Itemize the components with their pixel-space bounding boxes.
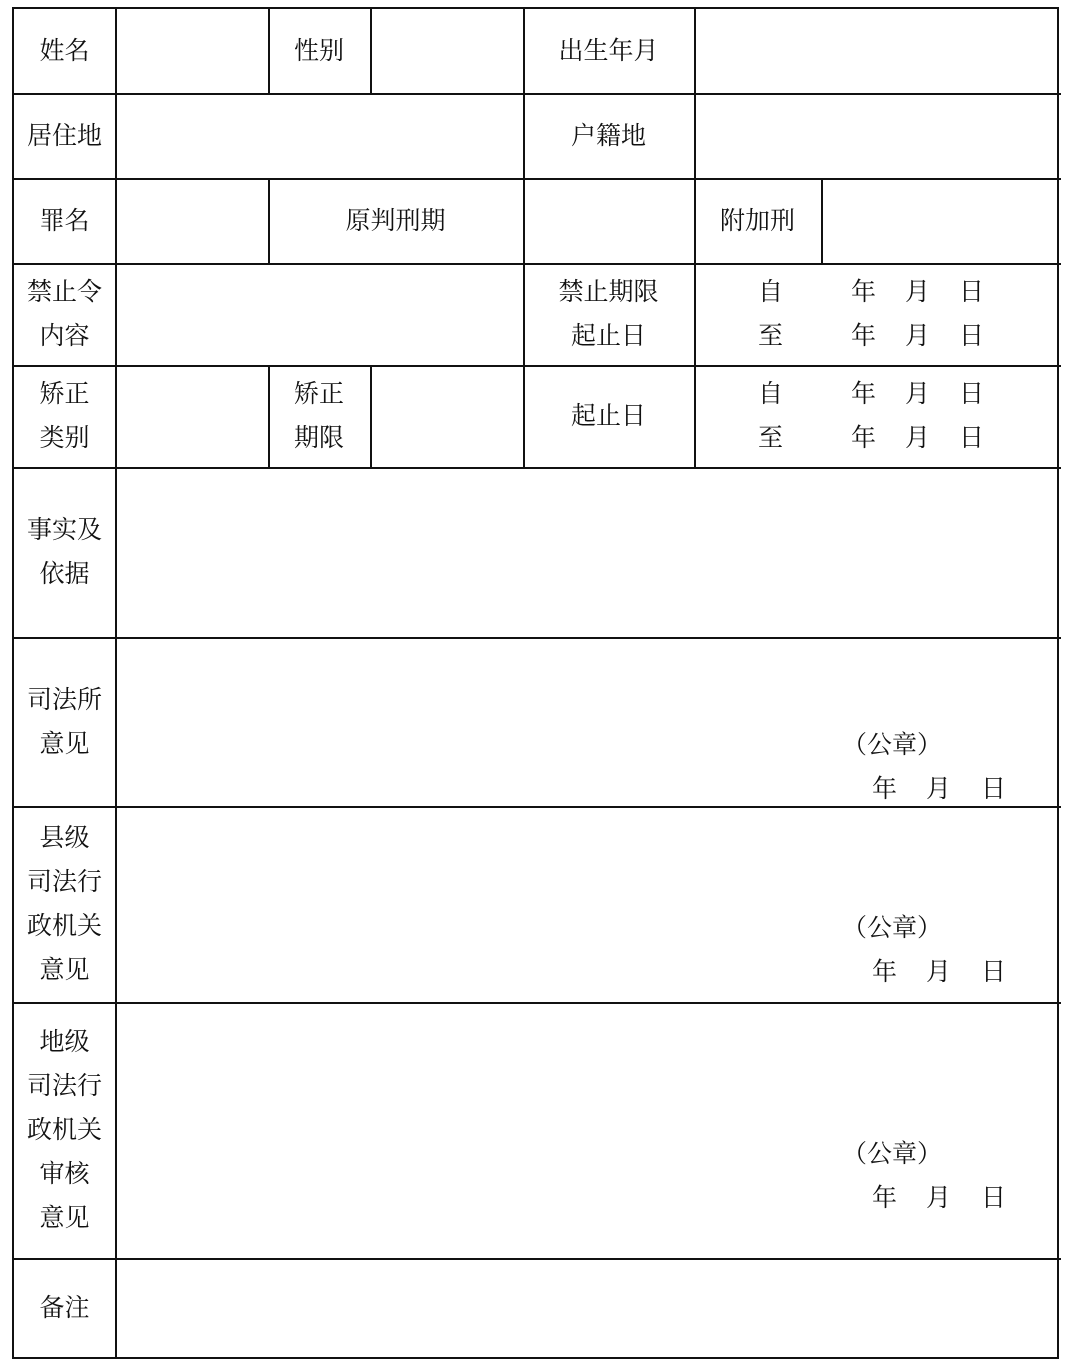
seal-text: （公章） <box>842 730 943 759</box>
prefecture-label-line3: 政机关 <box>26 1115 102 1144</box>
county-authority-label <box>14 806 115 1002</box>
month-text: 月 <box>904 277 930 306</box>
correction-type-label-line2: 类别 <box>39 423 90 452</box>
day-text: 日 <box>981 957 1007 986</box>
gender-label: 性别 <box>293 36 344 65</box>
remarks-field[interactable] <box>115 1258 1061 1357</box>
household-label: 户籍地 <box>570 120 646 150</box>
ban-content-label-line1: 禁止令 <box>26 277 102 306</box>
ban-period-dates[interactable] <box>694 263 1061 365</box>
seal-text: （公章） <box>842 913 943 942</box>
county-label-line4: 意见 <box>39 955 90 984</box>
sentence-label: 原判刑期 <box>345 205 446 235</box>
year-text: 年 <box>850 277 876 306</box>
to-text: 至 <box>757 423 783 452</box>
start-end-label: 起止日 <box>570 401 646 430</box>
ban-period-label-line1: 禁止期限 <box>558 277 659 306</box>
correction-dates[interactable] <box>694 365 1061 467</box>
year-text: 年 <box>850 423 876 452</box>
ban-content-label-line2: 内容 <box>39 321 90 350</box>
month-text: 月 <box>926 957 952 986</box>
month-text: 月 <box>926 1183 952 1212</box>
day-text: 日 <box>981 1183 1007 1212</box>
birth-field[interactable] <box>694 9 1061 93</box>
facts-label-line1: 事实及 <box>26 515 102 544</box>
judicial-office-label-line1: 司法所 <box>26 684 102 714</box>
correction-period-label-line2: 期限 <box>293 423 344 452</box>
correction-type-label <box>14 365 115 467</box>
birth-label: 出生年月 <box>558 36 659 65</box>
gender-field[interactable] <box>370 9 523 93</box>
judicial-office-label <box>14 637 115 806</box>
day-text: 日 <box>958 321 984 350</box>
name-label: 姓名 <box>39 36 90 65</box>
judicial-office-opinion-field[interactable] <box>115 637 1061 806</box>
from-text: 自 <box>757 379 783 408</box>
facts-label-line2: 依据 <box>39 559 90 588</box>
month-text: 月 <box>904 423 930 452</box>
sentence-field[interactable] <box>523 178 694 263</box>
correction-period-label <box>268 365 370 467</box>
prefecture-label-line2: 司法行 <box>26 1071 102 1100</box>
county-label-line2: 司法行 <box>26 867 102 896</box>
day-text: 日 <box>958 423 984 452</box>
county-label-line1: 县级 <box>39 823 90 852</box>
facts-label <box>14 467 115 637</box>
county-label-line3: 政机关 <box>26 911 102 940</box>
ban-period-label <box>523 263 694 365</box>
facts-field[interactable] <box>115 467 1061 637</box>
day-text: 日 <box>958 379 984 408</box>
prefecture-label-line4: 审核 <box>39 1159 90 1188</box>
household-field[interactable] <box>694 93 1061 178</box>
correction-type-label-line1: 矫正 <box>39 379 90 408</box>
day-text: 日 <box>981 774 1007 803</box>
residence-label: 居住地 <box>26 120 102 150</box>
remarks-label: 备注 <box>39 1292 90 1322</box>
correction-period-field[interactable] <box>370 365 523 467</box>
crime-label: 罪名 <box>39 205 90 235</box>
ban-content-field[interactable] <box>115 263 523 365</box>
prefecture-authority-label <box>14 1002 115 1258</box>
year-text: 年 <box>850 321 876 350</box>
prefecture-label-line5: 意见 <box>39 1203 90 1232</box>
county-opinion-field[interactable] <box>115 806 1061 1002</box>
year-text: 年 <box>872 774 898 803</box>
residence-field[interactable] <box>115 93 523 178</box>
month-text: 月 <box>904 379 930 408</box>
from-text: 自 <box>757 277 783 306</box>
prefecture-label-line1: 地级 <box>39 1027 90 1056</box>
year-text: 年 <box>872 957 898 986</box>
form-table <box>12 7 1059 1359</box>
additional-penalty-field[interactable] <box>821 178 1061 263</box>
month-text: 月 <box>904 321 930 350</box>
additional-penalty-label: 附加刑 <box>719 205 795 235</box>
to-text: 至 <box>757 321 783 350</box>
judicial-office-label-line2: 意见 <box>39 728 90 758</box>
correction-type-field[interactable] <box>115 365 268 467</box>
year-text: 年 <box>850 379 876 408</box>
ban-period-label-line2: 起止日 <box>570 321 646 350</box>
year-text: 年 <box>872 1183 898 1212</box>
correction-period-label-line1: 矫正 <box>293 379 344 408</box>
name-field[interactable] <box>115 9 268 93</box>
day-text: 日 <box>958 277 984 306</box>
ban-content-label <box>14 263 115 365</box>
month-text: 月 <box>926 774 952 803</box>
prefecture-opinion-field[interactable] <box>115 1002 1061 1258</box>
crime-field[interactable] <box>115 178 268 263</box>
seal-text: （公章） <box>842 1139 943 1168</box>
